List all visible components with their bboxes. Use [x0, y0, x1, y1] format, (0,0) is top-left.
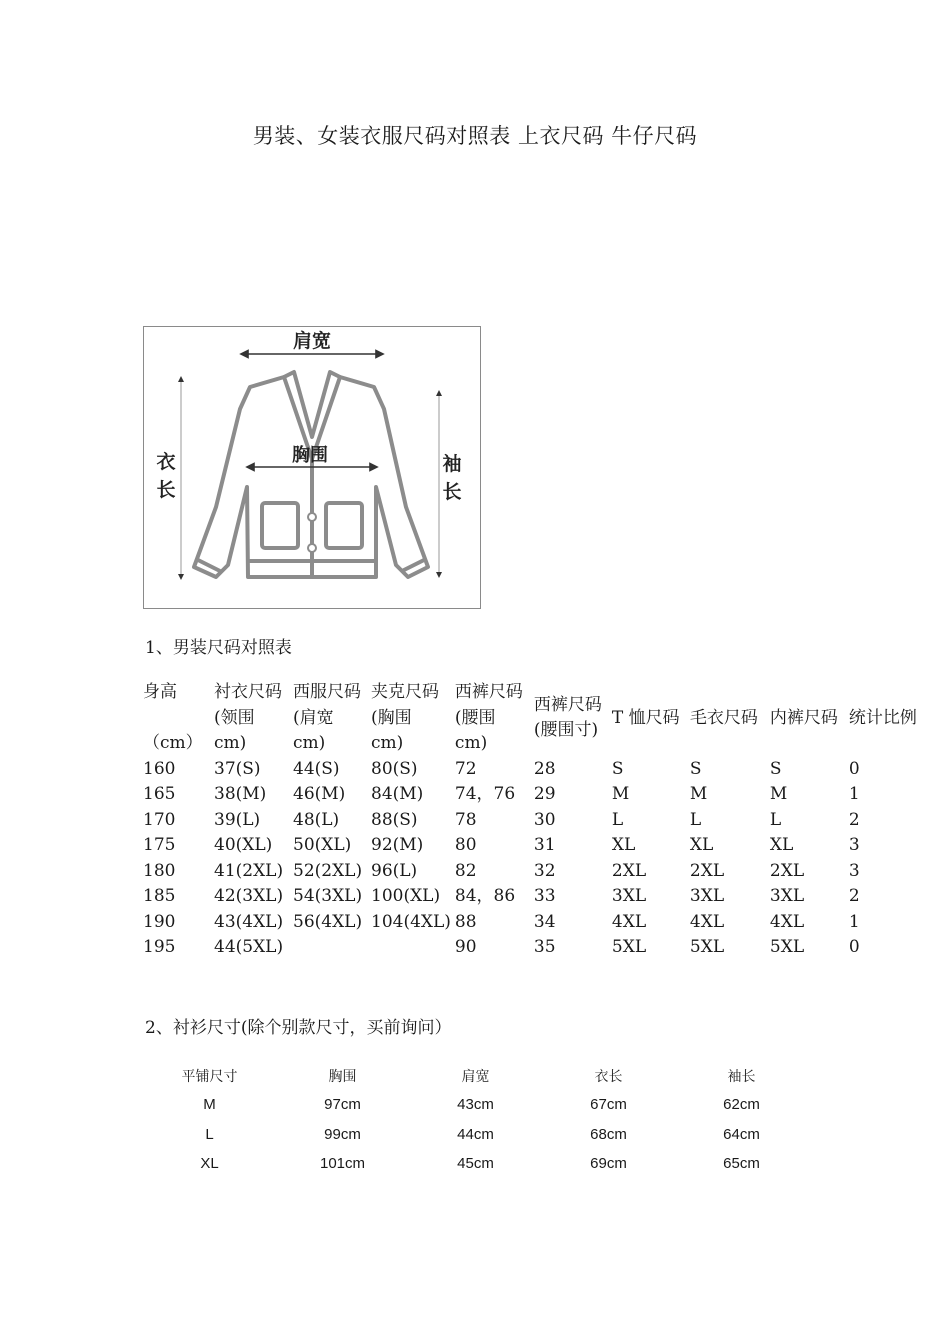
table-cell: 78 — [454, 809, 477, 830]
table-cell: XL — [769, 835, 794, 855]
section-heading-mens-size-chart: 1、男装尺码对照表 — [145, 638, 292, 658]
table-cell: 28 — [533, 758, 556, 779]
table-cell: 5XL — [611, 937, 647, 957]
table-cell: 84，86 — [454, 886, 516, 906]
table-row — [141, 910, 926, 936]
table-cell: S — [611, 758, 624, 779]
table-row — [141, 935, 926, 961]
table-cell: 3 — [848, 860, 860, 881]
table-cell: S — [689, 758, 702, 779]
table-cell: 99cm — [324, 1125, 361, 1143]
header-shirt: 衬衣尺码 (领围 cm) — [214, 682, 282, 753]
table-cell: 74，76 — [454, 784, 516, 804]
table-cell: 2XL — [611, 860, 647, 881]
header-tshirt: T 恤尺码 — [611, 707, 680, 728]
table-row — [141, 757, 926, 783]
label-sleeve-1: 袖 — [442, 453, 462, 475]
table-cell: 50(XL) — [293, 835, 352, 855]
table-cell: 39(L) — [214, 809, 261, 830]
table-cell: 56(4XL) — [293, 911, 363, 932]
table-cell: 48(L) — [293, 809, 340, 830]
table-cell: 2 — [848, 886, 860, 906]
table-cell: 104(4XL) — [371, 911, 451, 932]
table-cell: 84(M) — [371, 784, 424, 804]
table-cell: 43cm — [457, 1096, 494, 1114]
table-cell: 1 — [848, 784, 860, 804]
table-cell: 42(3XL) — [214, 886, 284, 906]
header-sweater: 毛衣尺码 — [689, 707, 758, 728]
table-cell: 5XL — [769, 937, 805, 957]
table-row — [141, 859, 926, 885]
table-cell: 35 — [533, 937, 556, 957]
table-row — [141, 808, 926, 834]
table-cell: 4XL — [689, 911, 725, 932]
table-cell — [291, 935, 369, 961]
header-sleeve: 袖长 — [727, 1069, 756, 1085]
table-cell: 37(S) — [214, 758, 261, 779]
header-flat-size: 平铺尺寸 — [181, 1069, 238, 1085]
table-cell: 0 — [848, 937, 860, 957]
table-cell: 5XL — [689, 937, 725, 957]
table-cell: XL — [200, 1155, 219, 1173]
page-title: 男装、女装衣服尺码对照表 上衣尺码 牛仔尺码 — [252, 124, 698, 148]
table-cell: 44cm — [457, 1125, 494, 1143]
table-cell: 65cm — [723, 1155, 760, 1173]
table-cell: 32 — [533, 860, 556, 881]
table-cell: 62cm — [723, 1096, 760, 1114]
table-cell: 2XL — [689, 860, 725, 881]
header-pants-cm: 西裤尺码 (腰围 cm) — [454, 682, 523, 753]
table-cell: 64cm — [723, 1125, 760, 1143]
table-cell: 44(5XL) — [214, 937, 284, 957]
table-cell: 38(M) — [214, 784, 267, 804]
mens-size-chart-table — [141, 680, 926, 961]
header-pants-inch: 西裤尺码 (腰围寸) — [533, 694, 602, 741]
table-cell: 54(3XL) — [293, 886, 363, 906]
table-cell: 190 — [143, 911, 176, 932]
label-length-1: 衣 — [156, 451, 176, 473]
table-cell: 165 — [143, 784, 176, 804]
table-cell: 3 — [848, 835, 860, 855]
table-cell: L — [689, 809, 702, 830]
table-row — [141, 782, 926, 808]
table-cell: L — [611, 809, 624, 830]
header-chest: 胸围 — [328, 1069, 357, 1085]
shirt-size-table — [143, 1062, 808, 1179]
table-cell: 43(4XL) — [214, 911, 284, 932]
label-chest: 胸围 — [292, 445, 328, 466]
table-row — [141, 833, 926, 859]
table-cell: M — [611, 784, 630, 804]
table-cell — [369, 935, 453, 961]
header-suit: 西服尺码 (肩宽 cm) — [293, 682, 361, 753]
table-cell: 100(XL) — [371, 886, 441, 906]
table-cell: 2XL — [769, 860, 805, 881]
table-cell: 4XL — [769, 911, 805, 932]
label-shoulder-width: 肩宽 — [292, 330, 332, 352]
table-header-row — [141, 680, 926, 757]
table-cell: M — [769, 784, 788, 804]
table-cell: 45cm — [457, 1155, 494, 1173]
table-cell: 180 — [143, 860, 176, 881]
table-cell: 4XL — [611, 911, 647, 932]
table-cell: 97cm — [324, 1096, 361, 1114]
table-cell: 1 — [848, 911, 860, 932]
table-cell: 88(S) — [371, 809, 418, 830]
table-cell: 46(M) — [293, 784, 346, 804]
table-cell: 41(2XL) — [214, 860, 284, 881]
table-row — [143, 1149, 808, 1179]
table-cell: 72 — [454, 758, 477, 779]
table-cell: 2 — [848, 809, 860, 830]
table-cell: 170 — [143, 809, 176, 830]
label-sleeve-2: 长 — [442, 481, 462, 503]
table-cell: 101cm — [319, 1155, 366, 1173]
table-cell: 82 — [454, 860, 477, 881]
table-cell: L — [769, 809, 782, 830]
header-shoulder: 肩宽 — [461, 1069, 490, 1085]
table-cell: S — [769, 758, 782, 779]
table-cell: 3XL — [689, 886, 725, 906]
table-cell: 44(S) — [293, 758, 340, 779]
table-cell: 33 — [533, 886, 556, 906]
table-cell: XL — [689, 835, 714, 855]
header-ratio: 统计比例 — [848, 707, 917, 728]
table-cell: 29 — [533, 784, 556, 804]
table-cell: 80 — [454, 835, 477, 855]
table-cell: L — [205, 1125, 214, 1143]
table-cell: 195 — [143, 937, 176, 957]
table-row — [143, 1090, 808, 1120]
table-cell: 30 — [533, 809, 556, 830]
table-cell: XL — [611, 835, 636, 855]
table-cell: 3XL — [611, 886, 647, 906]
table-cell: M — [689, 784, 708, 804]
table-row — [141, 884, 926, 910]
table-cell: 67cm — [590, 1096, 627, 1114]
table-cell: 90 — [454, 937, 477, 957]
table-cell: 175 — [143, 835, 176, 855]
table-cell: 160 — [143, 758, 176, 779]
header-length: 衣长 — [594, 1069, 623, 1085]
table-cell: 3XL — [769, 886, 805, 906]
table-cell: 96(L) — [371, 860, 418, 881]
label-length-2: 长 — [156, 479, 176, 501]
header-underwear: 内裤尺码 — [769, 707, 838, 728]
garment-measurement-diagram — [143, 326, 481, 609]
table-cell: 80(S) — [371, 758, 418, 779]
table-cell: 185 — [143, 886, 176, 906]
table-cell: 34 — [533, 911, 556, 932]
table-cell: 31 — [533, 835, 556, 855]
table-row — [143, 1120, 808, 1150]
table-cell: 52(2XL) — [293, 860, 363, 881]
table-cell: 68cm — [590, 1125, 627, 1143]
section-heading-shirt-sizes: 2、衬衫尺寸(除个别款尺寸，买前询问） — [145, 1018, 452, 1038]
header-height: 身高 （cm） — [143, 682, 203, 753]
table-header-row — [143, 1062, 808, 1090]
table-cell: 0 — [848, 758, 860, 779]
table-cell: 69cm — [590, 1155, 627, 1173]
table-cell: M — [203, 1096, 216, 1114]
header-jacket: 夹克尺码 (胸围 cm) — [371, 682, 439, 753]
table-cell: 40(XL) — [214, 835, 273, 855]
table-cell: 88 — [454, 911, 477, 932]
table-cell: 92(M) — [371, 835, 424, 855]
